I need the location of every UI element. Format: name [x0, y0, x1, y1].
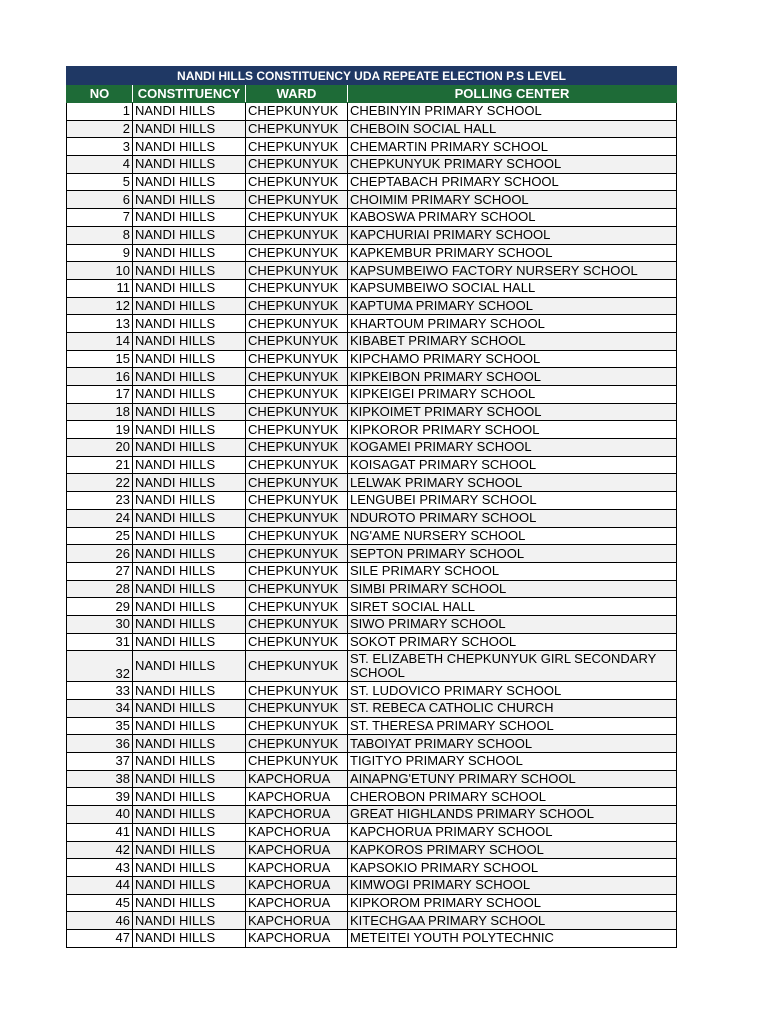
row-number: 47	[67, 929, 133, 947]
polling-center-cell: AINAPNG'ETUNY PRIMARY SCHOOL	[348, 770, 677, 788]
constituency-cell: NANDI HILLS	[133, 279, 246, 297]
constituency-cell: NANDI HILLS	[133, 173, 246, 191]
row-number: 45	[67, 894, 133, 912]
ward-cell: CHEPKUNYUK	[246, 156, 348, 174]
constituency-cell: NANDI HILLS	[133, 403, 246, 421]
row-number: 44	[67, 876, 133, 894]
constituency-cell: NANDI HILLS	[133, 297, 246, 315]
row-number: 7	[67, 209, 133, 227]
row-number: 33	[67, 682, 133, 700]
table-row	[67, 226, 677, 244]
table-row	[67, 651, 677, 682]
polling-center-cell: SEPTON PRIMARY SCHOOL	[348, 545, 677, 563]
ward-cell: CHEPKUNYUK	[246, 633, 348, 651]
row-number: 15	[67, 350, 133, 368]
polling-center-cell: CHEROBON PRIMARY SCHOOL	[348, 788, 677, 806]
constituency-cell: NANDI HILLS	[133, 350, 246, 368]
ward-cell: CHEPKUNYUK	[246, 226, 348, 244]
polling-center-cell: LENGUBEI PRIMARY SCHOOL	[348, 492, 677, 510]
ward-cell: CHEPKUNYUK	[246, 315, 348, 333]
constituency-cell: NANDI HILLS	[133, 315, 246, 333]
ward-cell: CHEPKUNYUK	[246, 191, 348, 209]
ward-cell: CHEPKUNYUK	[246, 439, 348, 457]
constituency-cell: NANDI HILLS	[133, 262, 246, 280]
polling-center-cell: NDUROTO PRIMARY SCHOOL	[348, 509, 677, 527]
ward-cell: CHEPKUNYUK	[246, 717, 348, 735]
constituency-cell: NANDI HILLS	[133, 929, 246, 947]
polling-center-cell: LELWAK PRIMARY SCHOOL	[348, 474, 677, 492]
constituency-cell: NANDI HILLS	[133, 735, 246, 753]
ward-cell: CHEPKUNYUK	[246, 262, 348, 280]
header-polling-center: POLLING CENTER	[348, 85, 677, 103]
table-row	[67, 770, 677, 788]
table-row	[67, 492, 677, 510]
table-row	[67, 509, 677, 527]
polling-center-cell: ST. ELIZABETH CHEPKUNYUK GIRL SECONDARY SCHOOL	[348, 651, 677, 682]
table-row	[67, 262, 677, 280]
row-number: 12	[67, 297, 133, 315]
row-number: 37	[67, 753, 133, 771]
constituency-cell: NANDI HILLS	[133, 545, 246, 563]
polling-center-cell: CHEPTABACH PRIMARY SCHOOL	[348, 173, 677, 191]
header-no: NO	[67, 85, 133, 103]
polling-center-cell: KAPSUMBEIWO SOCIAL HALL	[348, 279, 677, 297]
row-number: 41	[67, 823, 133, 841]
table-row	[67, 439, 677, 457]
ward-cell: CHEPKUNYUK	[246, 279, 348, 297]
polling-center-cell: ST. THERESA PRIMARY SCHOOL	[348, 717, 677, 735]
table-row	[67, 297, 677, 315]
table-row	[67, 156, 677, 174]
table-row	[67, 753, 677, 771]
ward-cell: CHEPKUNYUK	[246, 421, 348, 439]
table-row	[67, 456, 677, 474]
row-number: 26	[67, 545, 133, 563]
ward-cell: CHEPKUNYUK	[246, 209, 348, 227]
ward-cell: CHEPKUNYUK	[246, 651, 348, 682]
constituency-cell: NANDI HILLS	[133, 788, 246, 806]
constituency-cell: NANDI HILLS	[133, 598, 246, 616]
polling-center-cell: SIWO PRIMARY SCHOOL	[348, 615, 677, 633]
ward-cell: KAPCHORUA	[246, 894, 348, 912]
table-row	[67, 368, 677, 386]
ward-cell: CHEPKUNYUK	[246, 562, 348, 580]
polling-center-cell: KOGAMEI PRIMARY SCHOOL	[348, 439, 677, 457]
table-row	[67, 700, 677, 718]
polling-center-cell: KAPSUMBEIWO FACTORY NURSERY SCHOOL	[348, 262, 677, 280]
row-number: 3	[67, 138, 133, 156]
table-row	[67, 823, 677, 841]
constituency-cell: NANDI HILLS	[133, 386, 246, 404]
polling-center-cell: CHEMARTIN PRIMARY SCHOOL	[348, 138, 677, 156]
table-row	[67, 545, 677, 563]
ward-cell: CHEPKUNYUK	[246, 598, 348, 616]
ward-cell: CHEPKUNYUK	[246, 244, 348, 262]
ward-cell: CHEPKUNYUK	[246, 527, 348, 545]
row-number: 14	[67, 332, 133, 350]
polling-center-cell: KAPCHORUA PRIMARY SCHOOL	[348, 823, 677, 841]
ward-cell: KAPCHORUA	[246, 770, 348, 788]
row-number: 39	[67, 788, 133, 806]
polling-center-cell: KAPKOROS PRIMARY SCHOOL	[348, 841, 677, 859]
table-row	[67, 474, 677, 492]
table-row	[67, 386, 677, 404]
constituency-cell: NANDI HILLS	[133, 244, 246, 262]
table-row	[67, 103, 677, 121]
row-number: 38	[67, 770, 133, 788]
ward-cell: KAPCHORUA	[246, 841, 348, 859]
row-number: 9	[67, 244, 133, 262]
table-row	[67, 332, 677, 350]
table-row	[67, 876, 677, 894]
table-row	[67, 598, 677, 616]
constituency-cell: NANDI HILLS	[133, 492, 246, 510]
row-number: 10	[67, 262, 133, 280]
ward-cell: CHEPKUNYUK	[246, 332, 348, 350]
polling-center-cell: KIBABET PRIMARY SCHOOL	[348, 332, 677, 350]
ward-cell: KAPCHORUA	[246, 859, 348, 877]
row-number: 46	[67, 912, 133, 930]
title-row	[67, 67, 677, 85]
table-row	[67, 138, 677, 156]
ward-cell: CHEPKUNYUK	[246, 753, 348, 771]
polling-center-cell: TIGITYO PRIMARY SCHOOL	[348, 753, 677, 771]
ward-cell: CHEPKUNYUK	[246, 509, 348, 527]
row-number: 34	[67, 700, 133, 718]
polling-center-cell: KAPTUMA PRIMARY SCHOOL	[348, 297, 677, 315]
table-row	[67, 527, 677, 545]
row-number: 16	[67, 368, 133, 386]
polling-center-cell: CHEBINYIN PRIMARY SCHOOL	[348, 103, 677, 121]
constituency-cell: NANDI HILLS	[133, 859, 246, 877]
constituency-cell: NANDI HILLS	[133, 156, 246, 174]
constituency-cell: NANDI HILLS	[133, 138, 246, 156]
ward-cell: CHEPKUNYUK	[246, 682, 348, 700]
polling-center-cell: KABOSWA PRIMARY SCHOOL	[348, 209, 677, 227]
polling-center-cell: ST. LUDOVICO PRIMARY SCHOOL	[348, 682, 677, 700]
constituency-cell: NANDI HILLS	[133, 912, 246, 930]
polling-center-cell: KAPSOKIO PRIMARY SCHOOL	[348, 859, 677, 877]
table-row	[67, 894, 677, 912]
ward-cell: CHEPKUNYUK	[246, 368, 348, 386]
row-number: 4	[67, 156, 133, 174]
table-row	[67, 841, 677, 859]
constituency-cell: NANDI HILLS	[133, 615, 246, 633]
constituency-cell: NANDI HILLS	[133, 226, 246, 244]
constituency-cell: NANDI HILLS	[133, 439, 246, 457]
ward-cell: CHEPKUNYUK	[246, 120, 348, 138]
polling-center-cell: KIPKEIBON PRIMARY SCHOOL	[348, 368, 677, 386]
table-row	[67, 120, 677, 138]
constituency-cell: NANDI HILLS	[133, 894, 246, 912]
table-row	[67, 859, 677, 877]
ward-cell: CHEPKUNYUK	[246, 138, 348, 156]
polling-center-cell: SIMBI PRIMARY SCHOOL	[348, 580, 677, 598]
ward-cell: CHEPKUNYUK	[246, 580, 348, 598]
constituency-cell: NANDI HILLS	[133, 456, 246, 474]
row-number: 28	[67, 580, 133, 598]
row-number: 23	[67, 492, 133, 510]
row-number: 40	[67, 806, 133, 824]
table-row	[67, 244, 677, 262]
constituency-cell: NANDI HILLS	[133, 509, 246, 527]
table-row	[67, 788, 677, 806]
ward-cell: KAPCHORUA	[246, 912, 348, 930]
ward-cell: CHEPKUNYUK	[246, 403, 348, 421]
constituency-cell: NANDI HILLS	[133, 717, 246, 735]
row-number: 31	[67, 633, 133, 651]
polling-center-cell: CHEBOIN SOCIAL HALL	[348, 120, 677, 138]
ward-cell: CHEPKUNYUK	[246, 350, 348, 368]
constituency-cell: NANDI HILLS	[133, 191, 246, 209]
row-number: 29	[67, 598, 133, 616]
polling-center-cell: KIPKOIMET PRIMARY SCHOOL	[348, 403, 677, 421]
table-row	[67, 315, 677, 333]
constituency-cell: NANDI HILLS	[133, 103, 246, 121]
polling-center-cell: KIPKOROR PRIMARY SCHOOL	[348, 421, 677, 439]
constituency-cell: NANDI HILLS	[133, 753, 246, 771]
ward-cell: CHEPKUNYUK	[246, 173, 348, 191]
polling-center-cell: GREAT HIGHLANDS PRIMARY SCHOOL	[348, 806, 677, 824]
row-number: 5	[67, 173, 133, 191]
ward-cell: CHEPKUNYUK	[246, 615, 348, 633]
table-row	[67, 912, 677, 930]
polling-center-cell: KITECHGAA PRIMARY SCHOOL	[348, 912, 677, 930]
polling-center-cell: KOISAGAT PRIMARY SCHOOL	[348, 456, 677, 474]
polling-center-cell: SIRET SOCIAL HALL	[348, 598, 677, 616]
table-title: NANDI HILLS CONSTITUENCY UDA REPEATE ELECTION P.S LEVEL	[67, 67, 677, 85]
constituency-cell: NANDI HILLS	[133, 421, 246, 439]
ward-cell: KAPCHORUA	[246, 823, 348, 841]
polling-center-cell: METEITEI YOUTH POLYTECHNIC	[348, 929, 677, 947]
ward-cell: CHEPKUNYUK	[246, 297, 348, 315]
constituency-cell: NANDI HILLS	[133, 876, 246, 894]
header-ward: WARD	[246, 85, 348, 103]
ward-cell: CHEPKUNYUK	[246, 386, 348, 404]
table-row	[67, 191, 677, 209]
constituency-cell: NANDI HILLS	[133, 580, 246, 598]
header-row	[67, 85, 677, 103]
polling-center-cell: CHEPKUNYUK PRIMARY SCHOOL	[348, 156, 677, 174]
row-number: 11	[67, 279, 133, 297]
constituency-cell: NANDI HILLS	[133, 682, 246, 700]
row-number: 1	[67, 103, 133, 121]
constituency-cell: NANDI HILLS	[133, 474, 246, 492]
row-number: 13	[67, 315, 133, 333]
constituency-cell: NANDI HILLS	[133, 633, 246, 651]
polling-center-cell: KAPKEMBUR PRIMARY SCHOOL	[348, 244, 677, 262]
constituency-cell: NANDI HILLS	[133, 770, 246, 788]
table-row	[67, 580, 677, 598]
ward-cell: CHEPKUNYUK	[246, 545, 348, 563]
polling-center-cell: SOKOT PRIMARY SCHOOL	[348, 633, 677, 651]
constituency-cell: NANDI HILLS	[133, 332, 246, 350]
table-row	[67, 633, 677, 651]
row-number: 43	[67, 859, 133, 877]
polling-center-cell: TABOIYAT PRIMARY SCHOOL	[348, 735, 677, 753]
row-number: 35	[67, 717, 133, 735]
row-number: 36	[67, 735, 133, 753]
constituency-cell: NANDI HILLS	[133, 562, 246, 580]
table-row	[67, 615, 677, 633]
row-number: 20	[67, 439, 133, 457]
constituency-cell: NANDI HILLS	[133, 651, 246, 682]
polling-center-cell: KIPCHAMO PRIMARY SCHOOL	[348, 350, 677, 368]
row-number: 30	[67, 615, 133, 633]
row-number: 32	[67, 651, 133, 682]
table-row	[67, 929, 677, 947]
header-constituency: CONSTITUENCY	[133, 85, 246, 103]
row-number: 2	[67, 120, 133, 138]
ward-cell: CHEPKUNYUK	[246, 492, 348, 510]
row-number: 6	[67, 191, 133, 209]
polling-center-cell: KIMWOGI PRIMARY SCHOOL	[348, 876, 677, 894]
table-row	[67, 173, 677, 191]
row-number: 19	[67, 421, 133, 439]
table-row	[67, 421, 677, 439]
row-number: 8	[67, 226, 133, 244]
table-row	[67, 350, 677, 368]
polling-center-cell: CHOIMIM PRIMARY SCHOOL	[348, 191, 677, 209]
ward-cell: KAPCHORUA	[246, 929, 348, 947]
table-row	[67, 735, 677, 753]
polling-center-cell: KIPKOROM PRIMARY SCHOOL	[348, 894, 677, 912]
table-row	[67, 209, 677, 227]
row-number: 21	[67, 456, 133, 474]
ward-cell: CHEPKUNYUK	[246, 474, 348, 492]
polling-center-cell: KHARTOUM PRIMARY SCHOOL	[348, 315, 677, 333]
polling-centers-table	[66, 66, 677, 948]
row-number: 22	[67, 474, 133, 492]
ward-cell: KAPCHORUA	[246, 876, 348, 894]
constituency-cell: NANDI HILLS	[133, 209, 246, 227]
constituency-cell: NANDI HILLS	[133, 841, 246, 859]
ward-cell: CHEPKUNYUK	[246, 700, 348, 718]
row-number: 18	[67, 403, 133, 421]
constituency-cell: NANDI HILLS	[133, 700, 246, 718]
polling-center-cell: NG'AME NURSERY SCHOOL	[348, 527, 677, 545]
constituency-cell: NANDI HILLS	[133, 823, 246, 841]
polling-center-cell: KAPCHURIAI PRIMARY SCHOOL	[348, 226, 677, 244]
table-row	[67, 682, 677, 700]
row-number: 25	[67, 527, 133, 545]
polling-center-cell: KIPKEIGEI PRIMARY SCHOOL	[348, 386, 677, 404]
row-number: 27	[67, 562, 133, 580]
ward-cell: KAPCHORUA	[246, 806, 348, 824]
ward-cell: CHEPKUNYUK	[246, 735, 348, 753]
polling-center-cell: SILE PRIMARY SCHOOL	[348, 562, 677, 580]
table-row	[67, 279, 677, 297]
row-number: 24	[67, 509, 133, 527]
constituency-cell: NANDI HILLS	[133, 120, 246, 138]
polling-center-cell: ST. REBECA CATHOLIC CHURCH	[348, 700, 677, 718]
table-row	[67, 562, 677, 580]
ward-cell: CHEPKUNYUK	[246, 103, 348, 121]
table-row	[67, 806, 677, 824]
row-number: 42	[67, 841, 133, 859]
ward-cell: CHEPKUNYUK	[246, 456, 348, 474]
constituency-cell: NANDI HILLS	[133, 806, 246, 824]
constituency-cell: NANDI HILLS	[133, 527, 246, 545]
ward-cell: KAPCHORUA	[246, 788, 348, 806]
table-row	[67, 403, 677, 421]
table-row	[67, 717, 677, 735]
row-number: 17	[67, 386, 133, 404]
constituency-cell: NANDI HILLS	[133, 368, 246, 386]
